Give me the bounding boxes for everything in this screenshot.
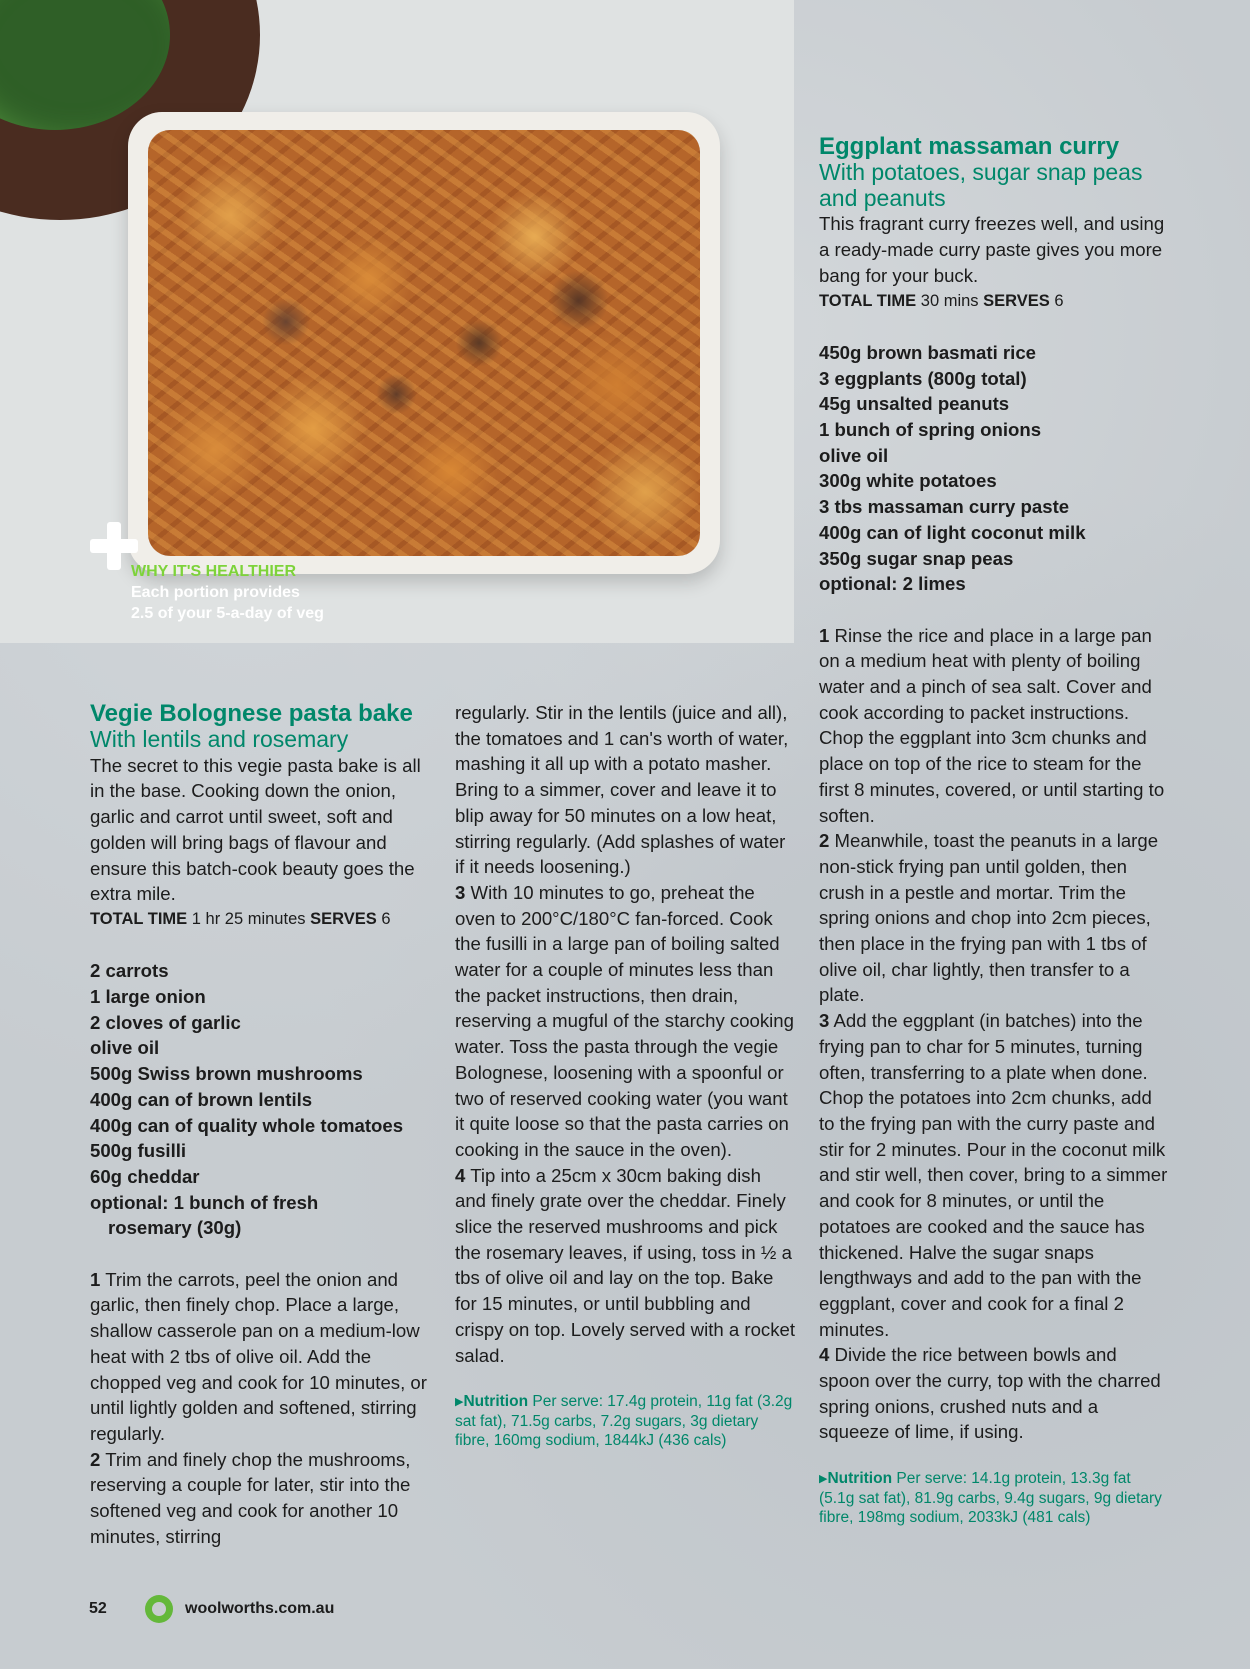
total-time: 1 hr 25 minutes: [191, 909, 306, 928]
pasta-bake: [148, 130, 700, 556]
step-number: 2: [90, 1448, 101, 1470]
nutrition-text: Per serve: 17.4g protein, 11g fat (3.2g sat fat), 71.5g carbs, 7.2g sugars, 3g dietary fibre, 160mg sodium, 1844kJ (436 cals): [455, 1393, 793, 1450]
method-step: [455, 880, 795, 1163]
ingredient: 400g can of brown lentils: [90, 1088, 313, 1110]
triangle-icon: ▶: [819, 1473, 828, 1486]
step-text: With 10 minutes to go, preheat the oven to 200°C/180°C fan-forced. Cook the fusilli in a large pan of boiling salted water for a couple of minutes less than the packet instructions, then drain, reserving a mugful of the starchy cooking water. Toss the pasta through the vegie Bolognese, loosening with a spoonful or two of reserved cooking water (you want it quite loose so that the pasta carries on cooking in the sauce in the oven).: [455, 881, 794, 1160]
page-footer: [89, 1594, 334, 1624]
serves-label: SERVES: [983, 291, 1050, 310]
triangle-icon: ▶: [455, 1396, 464, 1409]
step-text: Trim the carrots, peel the onion and garlic, then finely chop. Place a large, shallow casserole pan on a medium-low heat with 2 tbs of olive oil. Add the chopped veg and cook for 10 minutes, or until lightly golden and softened, stirring regularly.: [90, 1268, 427, 1444]
ingredient: 2 cloves of garlic: [90, 1011, 241, 1033]
serves: 6: [1054, 291, 1064, 310]
nutrition-label: Nutrition: [463, 1393, 529, 1411]
method-step: [819, 623, 1169, 829]
step-text: Divide the rice between bowls and spoon over the curry, top with the charred spring onions, crushed nuts and a squeeze of lime, if using.: [819, 1344, 1161, 1443]
step-text-part: regularly. Stir in the lentils (juice and all), the tomatoes and 1 can's worth of water, mashing it all up with a potato masher. Bring to a simmer, cover and leave it to blip away for 50 minutes on a low heat, stirring regularly. (Add splashes of water if it needs loosening.): [455, 702, 789, 878]
recipe-intro: This fragrant curry freezes well, and using a ready-made curry paste gives you more bang for your buck.: [819, 213, 1165, 286]
recipe-massaman-col: [819, 133, 1169, 1527]
nutrition-info: [819, 1469, 1169, 1527]
step-number: 2: [819, 830, 830, 852]
ingredient: 1 large onion: [90, 986, 206, 1008]
ingredient: 400g can of light coconut milk: [819, 521, 1086, 543]
callout-line: 2.5 of your 5-a-day of veg: [131, 605, 324, 622]
step-number: 4: [455, 1164, 466, 1186]
step-text: Tip into a 25cm x 30cm baking dish and finely grate over the cheddar. Finely slice the reserved mushrooms and pick the rosemary leaves, if using, toss in ½ a tbs of olive oil and lay on the top. Bake for 15 minutes, or until bubbling and crispy on top. Lovely served with a rocket salad.: [455, 1164, 796, 1366]
total-time-label: TOTAL TIME: [819, 291, 917, 310]
total-time: 30 mins: [920, 291, 979, 310]
ingredient: optional: 1 bunch of fresh: [90, 1191, 319, 1213]
total-time-label: TOTAL TIME: [90, 909, 188, 928]
recipe-bolognese-col1: [90, 700, 430, 1549]
nutrition-info: [455, 1392, 795, 1450]
step-text: Add the eggplant (in batches) into the frying pan to char for 5 minutes, turning often, transferring to a plate when done. Chop the potatoes into 2cm chunks, add to the frying pan with the curry paste and stir for 2 minutes. Pour in the coconut milk and stir well, then cover, bring to a simmer and cook for 8 minutes, or until the potatoes are cooked and the sauce has thickened. Halve the sugar snaps lengthways and add to the pan with the eggplant, cover and cook for a final 2 minutes.: [819, 1010, 1168, 1340]
ingredient-list: [819, 340, 1169, 597]
nutrition-text: Per serve: 14.1g protein, 13.3g fat (5.1g sat fat), 81.9g carbs, 9.4g sugars, 9g dietary fibre, 198mg sodium, 2033kJ (481 cals): [819, 1470, 1162, 1527]
ingredient: 450g brown basmati rice: [819, 341, 1037, 363]
serves: 6: [381, 909, 391, 928]
ingredient: 400g can of quality whole tomatoes: [90, 1114, 404, 1136]
page-number: 52: [89, 1600, 107, 1617]
recipe-subtitle: With potatoes, sugar snap peas and peanuts: [819, 159, 1143, 211]
ingredient: 2 carrots: [90, 960, 169, 982]
ingredient-list: [90, 958, 430, 1241]
ingredient: rosemary (30g): [108, 1217, 242, 1239]
callout-title: WHY IT'S HEALTHIER: [131, 563, 296, 580]
method-step: [819, 1008, 1169, 1342]
ingredient: 3 tbs massaman curry paste: [819, 496, 1070, 518]
ingredient: 500g fusilli: [90, 1140, 187, 1162]
pasta-bake-photo: [0, 0, 794, 643]
step-number: 3: [455, 881, 466, 903]
method-step: [819, 828, 1169, 1008]
ingredient: olive oil: [819, 444, 889, 466]
step-number: 1: [90, 1268, 101, 1290]
recipe-intro: The secret to this vegie pasta bake is all in the base. Cooking down the onion, garlic and carrot until sweet, soft and golden will bring bags of flavour and ensure this batch-cook beauty goes the extra mile.: [90, 754, 421, 905]
ingredient: 60g cheddar: [90, 1165, 200, 1187]
woolworths-logo-icon: [145, 1595, 173, 1623]
nutrition-label: Nutrition: [827, 1470, 893, 1488]
ingredient: 45g unsalted peanuts: [819, 393, 1010, 415]
site-link[interactable]: woolworths.com.au: [185, 1600, 335, 1617]
ingredient: optional: 2 limes: [819, 573, 966, 595]
healthier-callout: [131, 561, 324, 624]
recipe-bolognese-col2: [455, 700, 795, 1450]
baking-dish: [128, 112, 720, 574]
recipe-meta: [90, 907, 430, 933]
step-number: 3: [819, 1010, 830, 1032]
recipe-title: Vegie Bolognese pasta bake: [90, 700, 413, 727]
step-text: Rinse the rice and place in a large pan on a medium heat with plenty of boiling water and a pinch of sea salt. Cover and cook according to packet instructions. Chop the eggplant into 3cm chunks and place on top of the rice to steam for the first 8 minutes, covered, or until starting to soften.: [819, 624, 1165, 826]
callout-line: Each portion provides: [131, 584, 300, 601]
method-step: [90, 1447, 430, 1550]
recipe-meta: [819, 289, 1169, 315]
recipe-subtitle: With lentils and rosemary: [90, 726, 349, 752]
serves-label: SERVES: [310, 909, 377, 928]
method-step: [819, 1342, 1169, 1445]
step-number: 1: [819, 624, 830, 646]
step-text: Meanwhile, toast the peanuts in a large non-stick frying pan until golden, then crush in a pestle and mortar. Trim the spring onions and chop into 2cm pieces, then place in the frying pan with 1 tbs of olive oil, char lightly, then transfer to a plate.: [819, 830, 1159, 1006]
ingredient: 3 eggplants (800g total): [819, 367, 1027, 389]
ingredient: 500g Swiss brown mushrooms: [90, 1063, 363, 1085]
step-text-part: Trim and finely chop the mushrooms, reserving a couple for later, stir into the softened veg and cook for another 10 minutes, stirring: [90, 1448, 411, 1547]
ingredient: 350g sugar snap peas: [819, 547, 1014, 569]
ingredient: 1 bunch of spring onions: [819, 419, 1042, 441]
ingredient: 300g white potatoes: [819, 470, 997, 492]
recipe-title: Eggplant massaman curry: [819, 133, 1120, 160]
ingredient: olive oil: [90, 1037, 160, 1059]
step-number: 4: [819, 1344, 830, 1366]
method-step: [455, 1163, 795, 1369]
method-step: [90, 1267, 430, 1447]
